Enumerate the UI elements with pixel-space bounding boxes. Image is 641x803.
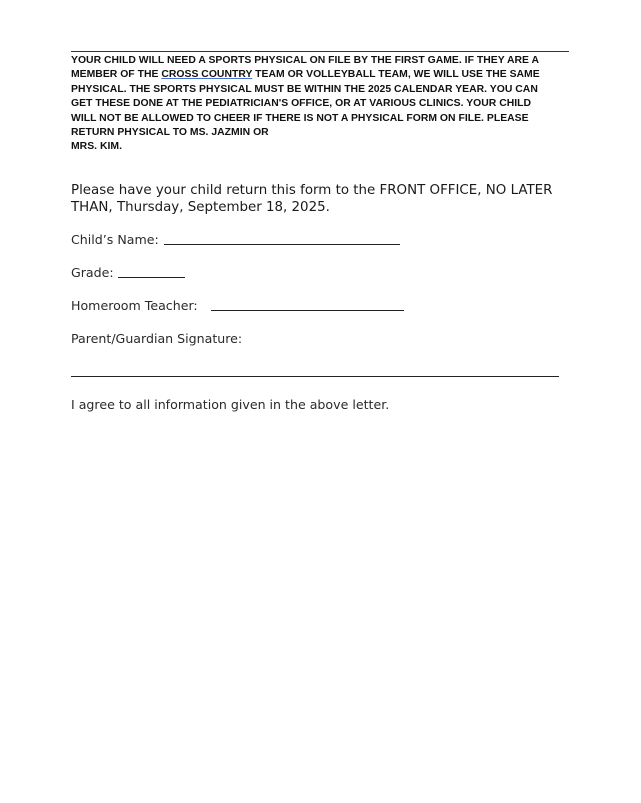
instructions-line-1: Please have your child return this form to the FRONT OFFICE, NO LATER [71, 183, 553, 198]
child-name-label: Child’s Name: [71, 232, 159, 247]
signature-field[interactable] [71, 376, 559, 377]
sports-physical-notice [71, 54, 563, 155]
notice-line-1: YOUR CHILD WILL NEED A SPORTS PHYSICAL ON FILE BY THE FIRST GAME. IF THEY ARE A [71, 55, 540, 66]
return-instructions [71, 182, 571, 216]
homeroom-teacher-label: Homeroom Teacher: [71, 298, 198, 313]
agreement-statement: I agree to all information given in the above letter. [71, 397, 390, 412]
instructions-line-2: THAN, Thursday, September 18, 2025. [71, 200, 330, 215]
grade-label: Grade: [71, 265, 114, 280]
notice-line-4: GET THESE DONE AT THE PEDIATRICIAN'S OFFICE, OR AT VARIOUS CLINICS. YOUR CHILD [71, 98, 532, 110]
notice-line-6: RETURN PHYSICAL TO MS. JAZMIN OR [71, 127, 269, 139]
grade-field[interactable] [118, 277, 185, 278]
notice-line-2 [71, 68, 563, 82]
homeroom-teacher-field[interactable] [211, 310, 404, 311]
cross-country-text: CROSS COUNTRY [161, 69, 253, 81]
notice-line-2-prefix: MEMBER OF THE [71, 69, 162, 81]
notice-line-7: MRS. KIM. [71, 141, 122, 153]
notice-line-5: WILL NOT BE ALLOWED TO CHEER IF THERE IS NOT A PHYSICAL FORM ON FILE. PLEASE [71, 112, 529, 124]
notice-line-3: PHYSICAL. THE SPORTS PHYSICAL MUST BE WITHIN THE 2025 CALENDAR YEAR. YOU CAN [71, 83, 538, 95]
notice-line-2-suffix: TEAM OR VOLLEYBALL TEAM, WE WILL USE THE SAME [252, 69, 540, 81]
signature-label: Parent/Guardian Signature: [71, 331, 243, 346]
top-divider [71, 51, 569, 52]
child-name-field[interactable] [164, 244, 400, 245]
